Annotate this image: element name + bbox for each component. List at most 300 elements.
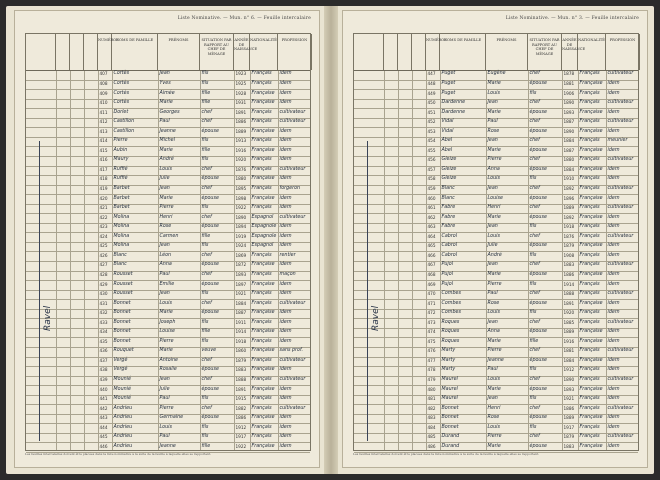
left-row-cell: 445	[99, 434, 108, 440]
left-row-cell: 443	[99, 415, 108, 421]
left-row-cell: idem	[279, 262, 292, 268]
right-row-cell: 1885	[563, 319, 575, 325]
right-page-header: Liste Nominative. — Mun. n° 3. — Feuille intercalaire	[505, 16, 639, 21]
left-row-cell: Anna	[159, 262, 172, 268]
right-row-cell: Marie	[487, 443, 501, 449]
right-row-cell: épouse	[529, 166, 547, 172]
right-row-cell: fils	[529, 176, 537, 182]
left-row-cell: 441	[99, 396, 108, 402]
right-row-cell: Puget	[441, 90, 456, 96]
right-row-cell: Puget	[441, 71, 456, 77]
left-row-cell: Jean	[159, 243, 170, 249]
right-row-cell: Roques	[441, 338, 460, 344]
left-column-header: PRÉNOMS	[158, 34, 200, 70]
right-row-cell: Dardenne	[441, 109, 466, 115]
left-row-cell: Espagnole	[251, 233, 277, 239]
left-row-cell: 1917	[235, 434, 247, 440]
right-row-cell: 457	[427, 166, 436, 172]
left-row-cell: Espagnol	[251, 243, 274, 249]
left-row-cell: 411	[99, 109, 108, 115]
right-row-cell: Pierre	[487, 348, 502, 354]
left-row-cell: Vergé	[113, 357, 128, 363]
right-row-cell: idem	[607, 300, 620, 306]
right-column-header: NOMS DE FAMILLE	[440, 34, 486, 70]
left-row-cell: Rousset	[113, 291, 133, 297]
right-row-cell: Rose	[487, 415, 500, 421]
left-row-cell: Louis	[159, 300, 172, 306]
right-row-cell: idem	[607, 338, 620, 344]
right-row-cell: idem	[607, 367, 620, 373]
right-row-cell: Roques	[441, 319, 460, 325]
right-column-header	[384, 34, 398, 70]
right-row-cell: Française	[579, 271, 603, 277]
left-row-cell: idem	[279, 71, 292, 77]
right-row-cell: épouse	[529, 415, 547, 421]
left-row-cell: 439	[99, 377, 108, 383]
left-row-cell: 1897	[235, 281, 247, 287]
right-row-cell: chef	[529, 138, 540, 144]
left-row-cell: Française	[251, 443, 275, 449]
left-column-header	[70, 34, 84, 70]
right-row-cell: chef	[529, 262, 540, 268]
left-row-cell: Français	[251, 157, 272, 163]
right-row-cell: 484	[427, 424, 436, 430]
right-row-cell: Cabrol	[441, 233, 458, 239]
right-row-cell: Paul	[487, 367, 498, 373]
right-row-cell: cultivateur	[607, 71, 634, 77]
left-row-cell: fille	[201, 147, 211, 153]
left-row-cell: idem	[279, 243, 292, 249]
left-row-cell: 407	[99, 71, 108, 77]
right-row-cell: épouse	[529, 80, 547, 86]
right-row-cell: 1881	[563, 348, 575, 354]
right-row-cell: Jean	[487, 186, 498, 192]
left-row-cell: Léon	[159, 252, 172, 258]
right-row-cell: Français	[579, 291, 600, 297]
right-row-cell: Maurel	[441, 377, 458, 383]
right-row-cell: 1886	[563, 405, 575, 411]
left-row-cell: fille	[201, 443, 211, 449]
right-row-cell: Louis	[487, 176, 500, 182]
left-row-cell: Français	[251, 300, 272, 306]
left-row-cell: épouse	[201, 224, 219, 230]
left-row-cell: Français	[251, 424, 272, 430]
left-row-cell: Français	[251, 377, 272, 383]
right-row-cell: Jean	[487, 396, 498, 402]
left-row-cell: Français	[251, 205, 272, 211]
right-row-cell: Blanc	[441, 186, 455, 192]
right-row-cell: Pujol	[441, 271, 454, 277]
left-row-cell: Français	[251, 119, 272, 125]
right-margin-bracket	[367, 141, 368, 441]
left-row-cell: 1925	[235, 80, 247, 86]
right-row-cell: idem	[607, 329, 620, 335]
left-row-cell: 1924	[235, 243, 247, 249]
left-row-cell: 1888	[235, 377, 247, 383]
right-row-cell: idem	[607, 166, 620, 172]
left-row-cell: fils	[201, 319, 209, 325]
left-row-cell: cultivateur	[279, 214, 306, 220]
right-row-cell: cultivateur	[607, 319, 634, 325]
right-row-cell: Paul	[487, 119, 498, 125]
right-row-cell: épouse	[529, 300, 547, 306]
right-row-cell: chef	[529, 405, 540, 411]
left-row-cell: idem	[279, 367, 292, 373]
right-row-cell: 1878	[563, 71, 575, 77]
right-row-cell: 477	[427, 357, 436, 363]
left-row-cell: Français	[251, 319, 272, 325]
right-row-cell: chef	[529, 377, 540, 383]
left-row-cell: idem	[279, 329, 292, 335]
left-row-cell: fils	[201, 205, 209, 211]
left-row-cell: idem	[279, 338, 292, 344]
right-row-cell: cultivateur	[607, 205, 634, 211]
right-row-cell: idem	[607, 271, 620, 277]
right-row-cell: Cabrol	[441, 252, 458, 258]
left-row-cell: Carmen	[159, 233, 179, 239]
left-row-cell: Cortès	[113, 80, 130, 86]
right-row-cell: Français	[579, 424, 600, 430]
left-row-cell: idem	[279, 443, 292, 449]
left-row-cell: Bonnet	[113, 338, 131, 344]
left-row-cell: idem	[279, 147, 292, 153]
right-row-cell: 1896	[563, 195, 575, 201]
right-row-cell: 452	[427, 119, 436, 125]
left-row-cell: 1891	[235, 386, 247, 392]
right-row-cell: 469	[427, 281, 436, 287]
right-row-cell: chef	[529, 434, 540, 440]
left-row-cell: 431	[99, 300, 108, 306]
right-row-cell: fils	[529, 396, 537, 402]
left-row-cell: chef	[201, 186, 212, 192]
left-row-cell: Française	[251, 386, 275, 392]
left-row-cell: 1923	[235, 71, 247, 77]
left-row-cell: Julie	[159, 176, 170, 182]
right-row-cell: 480	[427, 386, 436, 392]
right-column-header	[398, 34, 412, 70]
left-row-cell: Marie	[159, 195, 173, 201]
left-row-cell: 1893	[235, 271, 247, 277]
left-row-cell: 440	[99, 386, 108, 392]
left-row-cell: 432	[99, 310, 108, 316]
left-row-cell: 1869	[235, 252, 247, 258]
left-row-cell: 1891	[235, 109, 247, 115]
right-row-cell: Français	[579, 252, 600, 258]
right-row-cell: 1893	[563, 109, 575, 115]
right-row-cell: Français	[579, 262, 600, 268]
left-row-cell: Dorlet	[113, 109, 129, 115]
right-column-header	[354, 34, 384, 70]
left-row-cell: Castillon	[113, 119, 135, 125]
right-row-cell: 1890	[563, 100, 575, 106]
left-row-cell: Paul	[159, 119, 170, 125]
right-row-cell: Jean	[487, 138, 498, 144]
left-row-cell: Vergé	[113, 367, 128, 373]
left-row-cell: 426	[99, 252, 108, 258]
right-row-cell: Henri	[487, 205, 501, 211]
right-column-header: PRÉNOMS	[486, 34, 528, 70]
right-row-cell: chef	[529, 319, 540, 325]
left-column-header: NUMÉROS	[98, 34, 112, 70]
left-row-cell: Marie	[159, 147, 173, 153]
right-row-cell: Jean	[487, 224, 498, 230]
left-row-cell: sans prof.	[279, 348, 304, 354]
right-row-cell: Anna	[487, 166, 500, 172]
left-row-cell: 413	[99, 128, 108, 134]
left-row-cell: idem	[279, 90, 292, 96]
left-row-cell: 1915	[235, 396, 247, 402]
right-row-cell: Française	[579, 128, 603, 134]
left-row-cell: chef	[201, 109, 212, 115]
left-row-cell: Rouquet	[113, 348, 134, 354]
right-row-cell: épouse	[529, 109, 547, 115]
right-row-cell: Jean	[487, 319, 498, 325]
left-row-cell: 436	[99, 348, 108, 354]
right-row-cell: 485	[427, 434, 436, 440]
right-row-cell: Henri	[487, 405, 501, 411]
left-row-cell: Bonnet	[113, 310, 131, 316]
left-row-cell: 1922	[235, 443, 247, 449]
right-row-cell: Marie	[487, 271, 501, 277]
right-register-grid	[353, 33, 639, 451]
right-row-cell: cultivateur	[607, 434, 634, 440]
left-row-cell: épouse	[201, 310, 219, 316]
left-row-cell: 1887	[235, 310, 247, 316]
right-row-cell: 465	[427, 243, 436, 249]
right-row-cell: idem	[607, 195, 620, 201]
right-row-cell: Français	[579, 396, 600, 402]
right-row-cell: chef	[529, 71, 540, 77]
right-row-cell: épouse	[529, 195, 547, 201]
right-row-cell: 451	[427, 109, 436, 115]
right-row-cell: Maurel	[441, 396, 458, 402]
left-row-cell: Française	[251, 329, 275, 335]
right-row-cell: Française	[579, 109, 603, 115]
left-row-cell: chef	[201, 300, 212, 306]
right-row-cell: chef	[529, 291, 540, 297]
left-row-cell: Emilie	[159, 281, 175, 287]
left-row-cell: Georges	[159, 109, 180, 115]
right-row-cell: chef	[529, 233, 540, 239]
right-row-cell: 1886	[563, 271, 575, 277]
right-row-cell: idem	[607, 415, 620, 421]
right-row-cell: 1908	[563, 252, 575, 258]
left-row-cell: Maury	[113, 157, 129, 163]
right-row-cell: 1887	[563, 147, 575, 153]
left-column-header	[56, 34, 70, 70]
left-row-cell: chef	[201, 252, 212, 258]
left-row-cell: 434	[99, 329, 108, 335]
right-row-cell: Français	[579, 71, 600, 77]
right-row-cell: idem	[607, 224, 620, 230]
left-row-cell: 408	[99, 80, 108, 86]
right-row-cell: cultivateur	[607, 233, 634, 239]
left-row-cell: Yves	[159, 80, 171, 86]
right-row-cell: épouse	[529, 443, 547, 449]
right-row-cell: Français	[579, 176, 600, 182]
right-row-cell: 1884	[563, 138, 575, 144]
right-row-cell: 478	[427, 367, 436, 373]
right-column-header: PROFESSION	[606, 34, 640, 70]
right-row-cell: idem	[607, 310, 620, 316]
left-row-cell: Française	[251, 100, 275, 106]
right-row-cell: Française	[579, 329, 603, 335]
left-row-cell: 1895	[235, 186, 247, 192]
right-row-cell: Jean	[487, 100, 498, 106]
right-row-cell: 462	[427, 214, 436, 220]
right-row-cell: Combes	[441, 291, 461, 297]
right-row-cell: Louis	[487, 233, 500, 239]
left-row-cell: Barbet	[113, 205, 130, 211]
right-row-cell: 481	[427, 396, 436, 402]
right-row-cell: Eugène	[487, 71, 506, 77]
left-row-cell: Antoine	[159, 357, 178, 363]
right-row-cell: 1880	[563, 157, 575, 163]
right-row-cell: 473	[427, 319, 436, 325]
right-row-cell: idem	[607, 243, 620, 249]
left-row-cell: cultivateur	[279, 405, 306, 411]
right-row-cell: Française	[579, 166, 603, 172]
left-row-cell: 1876	[235, 166, 247, 172]
right-row-cell: Louis	[487, 424, 500, 430]
left-row-cell: fils	[201, 243, 209, 249]
right-row-cell: 1916	[563, 338, 575, 344]
right-row-cell: 471	[427, 300, 436, 306]
left-row-cell: cultivateur	[279, 109, 306, 115]
left-row-cell: cultivateur	[279, 377, 306, 383]
left-row-cell: idem	[279, 281, 292, 287]
left-row-cell: veuve	[201, 348, 217, 354]
left-row-cell: 1931	[235, 100, 247, 106]
left-row-cell: 1914	[235, 329, 247, 335]
right-row-cell: 1887	[563, 119, 575, 125]
left-row-cell: fille	[201, 90, 211, 96]
right-row-cell: Combes	[441, 300, 461, 306]
right-row-cell: Français	[579, 319, 600, 325]
left-row-cell: Jeanne	[159, 443, 176, 449]
right-footnote: Les feuilles intercalaires doivent être placées dans la liste nominative à la suite de la feuille à laquelle elles se rapportent.	[353, 452, 540, 456]
left-row-cell: 1872	[235, 262, 247, 268]
left-margin-bracket	[39, 141, 40, 441]
right-row-cell: cultivateur	[607, 348, 634, 354]
right-row-cell: Bonnet	[441, 405, 459, 411]
left-row-cell: 1886	[235, 415, 247, 421]
left-row-cell: 1860	[235, 348, 247, 354]
right-row-cell: Française	[579, 147, 603, 153]
left-row-cell: Mounié	[113, 396, 131, 402]
right-row-cell: épouse	[529, 243, 547, 249]
left-row-cell: idem	[279, 434, 292, 440]
left-row-cell: Julie	[159, 386, 170, 392]
left-row-cell: épouse	[201, 262, 219, 268]
right-row-cell: 482	[427, 405, 436, 411]
right-row-cell: Pujol	[441, 281, 454, 287]
right-row-cell: 1883	[563, 262, 575, 268]
right-row-cell: Louis	[487, 90, 500, 96]
right-row-cell: cultivateur	[607, 405, 634, 411]
right-row-cell: fils	[529, 310, 537, 316]
right-row-cell: idem	[607, 424, 620, 430]
right-row-cell: 1884	[563, 166, 575, 172]
right-row-cell: épouse	[529, 386, 547, 392]
left-column-header	[84, 34, 98, 70]
left-row-cell: 1898	[235, 195, 247, 201]
left-row-cell: 1919	[235, 233, 247, 239]
left-row-cell: 1889	[235, 128, 247, 134]
right-row-cell: Gleize	[441, 166, 457, 172]
left-page-header: Liste Nominative. — Mun. n° 6. — Feuille intercalaire	[177, 16, 311, 21]
left-column-header: NATIONALITÉ	[250, 34, 278, 70]
left-row-cell: rentier	[279, 252, 296, 258]
right-row-cell: épouse	[529, 329, 547, 335]
left-row-cell: fils	[201, 434, 209, 440]
right-row-cell: 464	[427, 233, 436, 239]
left-row-cell: Cortès	[113, 71, 130, 77]
left-row-cell: Français	[251, 291, 272, 297]
right-row-cell: Français	[579, 205, 600, 211]
right-row-cell: Fabre	[441, 205, 456, 211]
left-column-header: ANNÉE DE NAISSANCE	[234, 34, 250, 70]
right-row-cell: idem	[607, 176, 620, 182]
left-row-cell: 1918	[235, 338, 247, 344]
left-row-cell: Pierre	[113, 138, 128, 144]
left-row-cell: Française	[251, 128, 275, 134]
left-row-cell: Français	[251, 186, 272, 192]
left-row-cell: Française	[251, 176, 275, 182]
right-row-cell: 1912	[563, 367, 575, 373]
left-register-grid	[25, 33, 311, 451]
right-row-cell: Français	[579, 405, 600, 411]
left-row-cell: épouse	[201, 415, 219, 421]
right-row-cell: 1879	[563, 243, 575, 249]
right-row-cell: Maurel	[441, 386, 458, 392]
left-row-cell: 1922	[235, 205, 247, 211]
left-row-cell: idem	[279, 138, 292, 144]
right-row-cell: Marie	[487, 109, 501, 115]
left-row-cell: fils	[201, 138, 209, 144]
left-row-cell: Castillon	[113, 128, 135, 134]
right-column-header: NUMÉROS	[426, 34, 440, 70]
left-row-cell: 1890	[235, 214, 247, 220]
right-row-cell: Dardenne	[441, 100, 466, 106]
right-row-cell: Abel	[441, 147, 453, 153]
right-row-cell: épouse	[529, 271, 547, 277]
right-row-cell: idem	[607, 90, 620, 96]
left-row-cell: Aubin	[113, 147, 128, 153]
right-row-cell: Marty	[441, 367, 456, 373]
right-row-cell: Gleize	[441, 176, 457, 182]
left-footnote: Les feuilles intercalaires doivent être placées dans la liste nominative à la suite de la feuille à laquelle elles se rapportent.	[25, 452, 212, 456]
right-row-cell: 479	[427, 377, 436, 383]
left-row-cell: 433	[99, 319, 108, 325]
right-row-cell: chef	[529, 186, 540, 192]
right-row-cell: 476	[427, 348, 436, 354]
right-row-cell: Française	[579, 386, 603, 392]
left-row-cell: 410	[99, 100, 108, 106]
left-row-cell: 429	[99, 281, 108, 287]
right-row-cell: 1891	[563, 300, 575, 306]
right-row-cell: Français	[579, 233, 600, 239]
left-row-cell: Français	[251, 71, 272, 77]
right-row-cell: Français	[579, 186, 600, 192]
left-row-cell: Andrieu	[113, 443, 133, 449]
right-row-cell: idem	[607, 281, 620, 287]
right-row-cell: Française	[579, 214, 603, 220]
right-row-cell: Française	[579, 357, 603, 363]
right-row-cell: cultivateur	[607, 377, 634, 383]
left-row-cell: Barbet	[113, 186, 130, 192]
right-row-cell: 454	[427, 138, 436, 144]
